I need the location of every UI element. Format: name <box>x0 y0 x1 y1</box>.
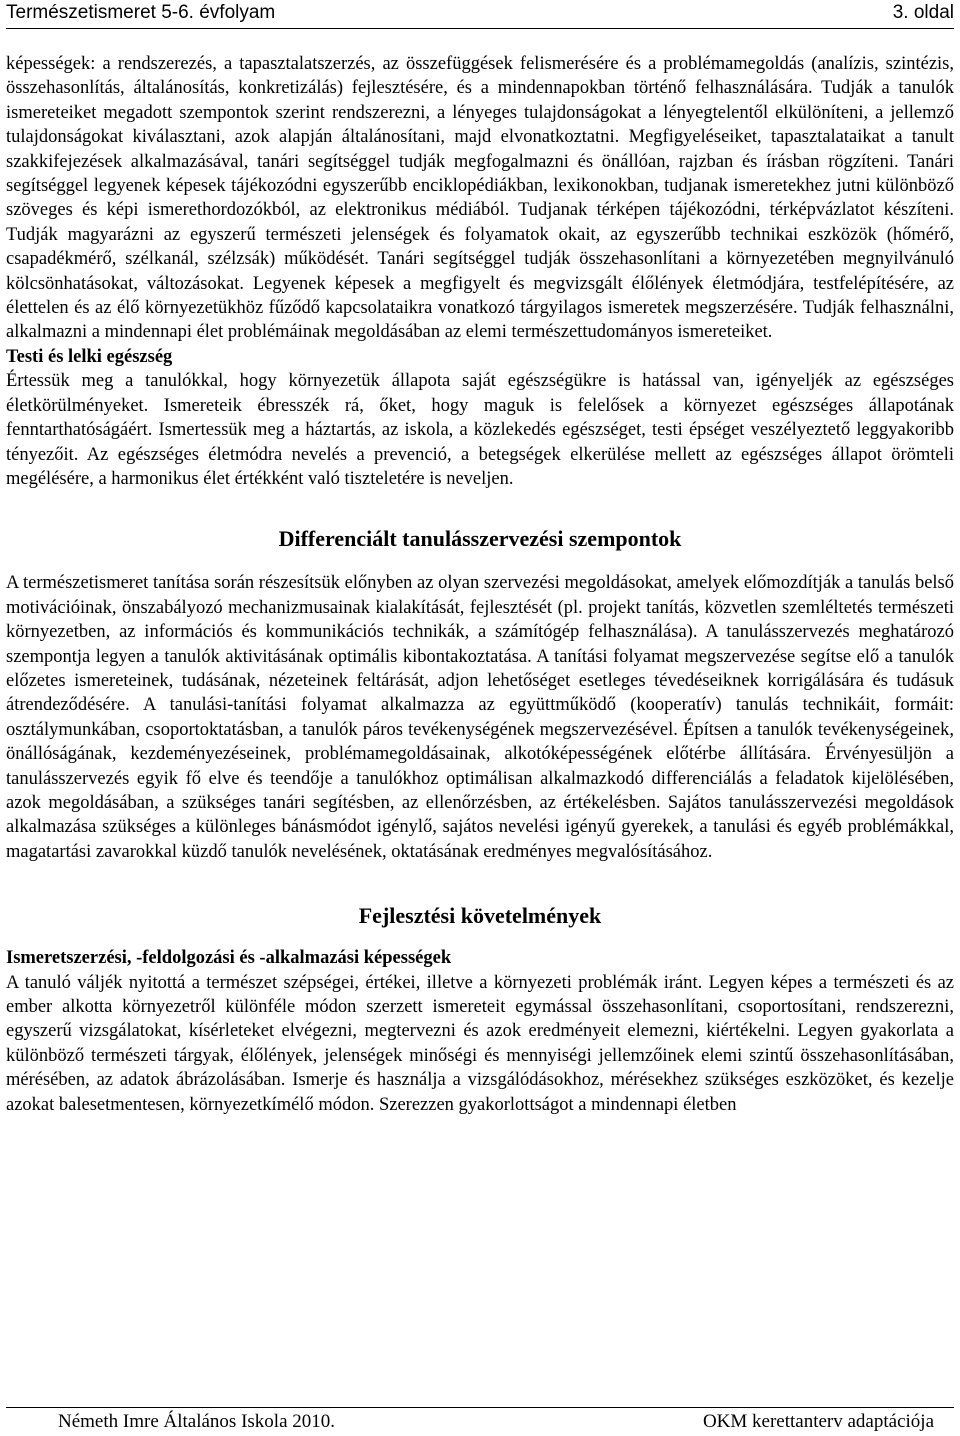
paragraph-knowledge-skills: A tanuló váljék nyitottá a természet szépségei, értékei, illetve a környezeti problémák iránt. Legyen képes a természeti és az ember alkotta környezetről különféle módon szerzett ismereteit egymással összehasonlítani, csoportosítani, rendszerezni, egyszerű vizsgálatokat, kísérleteket elvégezni, megtervezni és azok eredményeit elemezni, kiértékelni. Legyen gyakorlata a különböző természeti tárgyak, élőlények, jelenségek minőségi és mennyiségi jellemzőinek elemi szintű összehasonlításában, mérésében, az adatok ábrázolásában. Ismerje és használja a vizsgálódásokhoz, mérésekhez szükséges eszközöket, és kezelje azokat balesetmentesen, környezetkímélő módon. Szerezzen gyakorlottságot a mindennapi életben <box>6 972 954 1115</box>
page-footer <box>6 1407 954 1434</box>
subheading-knowledge-skills: Ismeretszerzési, -feldolgozási és -alkalmazási képességek <box>6 948 452 969</box>
subheading-health: Testi és lelki egészség <box>6 346 173 367</box>
page-header <box>6 0 954 29</box>
header-title: Természetismeret 5-6. évfolyam <box>6 2 276 23</box>
paragraph-capabilities: képességek: a rendszerezés, a tapasztalatszerzés, az összefüggések felismerésére és a problémamegoldás (analízis, szintézis, összehasonlítás, általánosítás, konkretizálás) fejlesztésére, és a mindennapokban történő felhasználására. Tudják a tanulók ismereteiket megadott szempontok szerint rendszerezni, a lényeges tulajdonságokat a lényegtelentől elkülöníteni, a jellemző tulajdonságokat kiválasztani, azok alapján általánosítani, majd elvonatkoztatni. Megfigyeléseiket, tapasztalataikat a tanult szakkifejezések alkalmazásával, tanári segítséggel tudják megfogalmazni és önállóan, rajzban és írásban rögzíteni. Tanári segítséggel legyenek képesek tájékozódni egyszerűbb enciklopédiákban, lexikonokban, tudjanak ismeretekhez jutni különböző szöveges és képi ismerethordozókból, az elektronikus médiából. Tudjanak térképen tájékozódni, térképvázlatot készíteni. Tudják magyarázni az egyszerű természeti jelenségek és folyamatok okait, az egyszerűbb technikai eszközök (hőmérő, csapadékmérő, szélkanál, szélzsák) működését. Tanári segítséggel tudják összehasonlítani a környezetében megnyilvánuló kölcsönhatásokat, változásokat. Legyenek képesek a megfigyelt és megvizsgált élőlények életmódjára, testfelépítésére, az élettelen és az élő környezetükhöz fűződő kapcsolataikra vonatkozó tárgyilagos ismeretek megszerzésére. Tudják felhasználni, alkalmazni a mindennapi élet problémáinak megoldásában az elemi természettudományos ismereteiket. <box>6 54 954 343</box>
footer-school: Németh Imre Általános Iskola 2010. <box>58 1411 336 1432</box>
page-content <box>6 52 954 1117</box>
header-page-number: 3. oldal <box>892 2 954 23</box>
heading-development-requirements: Fejlesztési követelmények <box>358 903 602 929</box>
paragraph-health: Értessük meg a tanulókkal, hogy környezetük állapota saját egészségükre is hatással van, igényeljék az egészséges életkörülményeket. Ismereteik ébresszék rá, őket, hogy maguk is felelősek a környezet egészséges állapotának fenntarthatóságáért. Ismertessük meg a háztartás, az iskola, a közlekedés egészséget, testi épséget veszélyeztető leggyakoribb tényezőit. Az egészséges életmódra nevelés a prevenció, a betegségek elkerülése mellett az egészséges állapot örömteli megélésére, a harmonikus élet értékként való tiszteletére is neveljen. <box>6 371 954 489</box>
heading-differentiated-learning: Differenciált tanulásszervezési szempontok <box>278 526 682 552</box>
footer-curriculum: OKM kerettanterv adaptációja <box>702 1411 934 1432</box>
paragraph-learning-organization: A természetismeret tanítása során részesítsük előnyben az olyan szervezési megoldásokat, amelyek előmozdítják a tanulás belső motivációinak, önszabályozó mechanizmusainak kialakítását, fejlesztését (pl. projekt tanítás, közvetlen szemléltetés természeti környezetben, az információs és kommunikációs technikák, a számítógép felhasználása). A tanulásszervezés meghatározó szempontja legyen a tanulók aktivitásának optimális kibontakoztatása. A tanítási folyamat megszervezése segítse elő a tanulók előzetes ismereteinek, tudásának, nézeteinek feltárását, adjon lehetőséget esetleges tévedéseiknek korrigálására és tudásuk átrendeződésére. A tanulási-tanítási folyamat alkalmazza az együttműködő (kooperatív) tanulás technikáit, formáit: osztálymunkában, csoportoktatásban, a tanulók páros tevékenységének megszervezésével. Építsen a tanulók tevékenységeinek, önállóságának, kezdeményezéseinek, problémamegoldásainak, alkotóképességének előtérbe állítására. Érvényesüljön a tanulásszervezés egyik fő elve és teendője a tanulókhoz optimálisan alkalmazkodó differenciálás a feladatok kijelölésében, azok megoldásában, a szükséges tanári segítésben, az ellenőrzésben, az értékelésben. Sajátos tanulásszervezési megoldások alkalmazása szükséges a különleges bánásmódot igénylő, sajátos nevelési igényű gyerekek, a tanulási és egyéb problémákkal, magatartási zavarokkal küzdő tanulók nevelésének, oktatásának eredményes megvalósításához. <box>6 573 954 862</box>
